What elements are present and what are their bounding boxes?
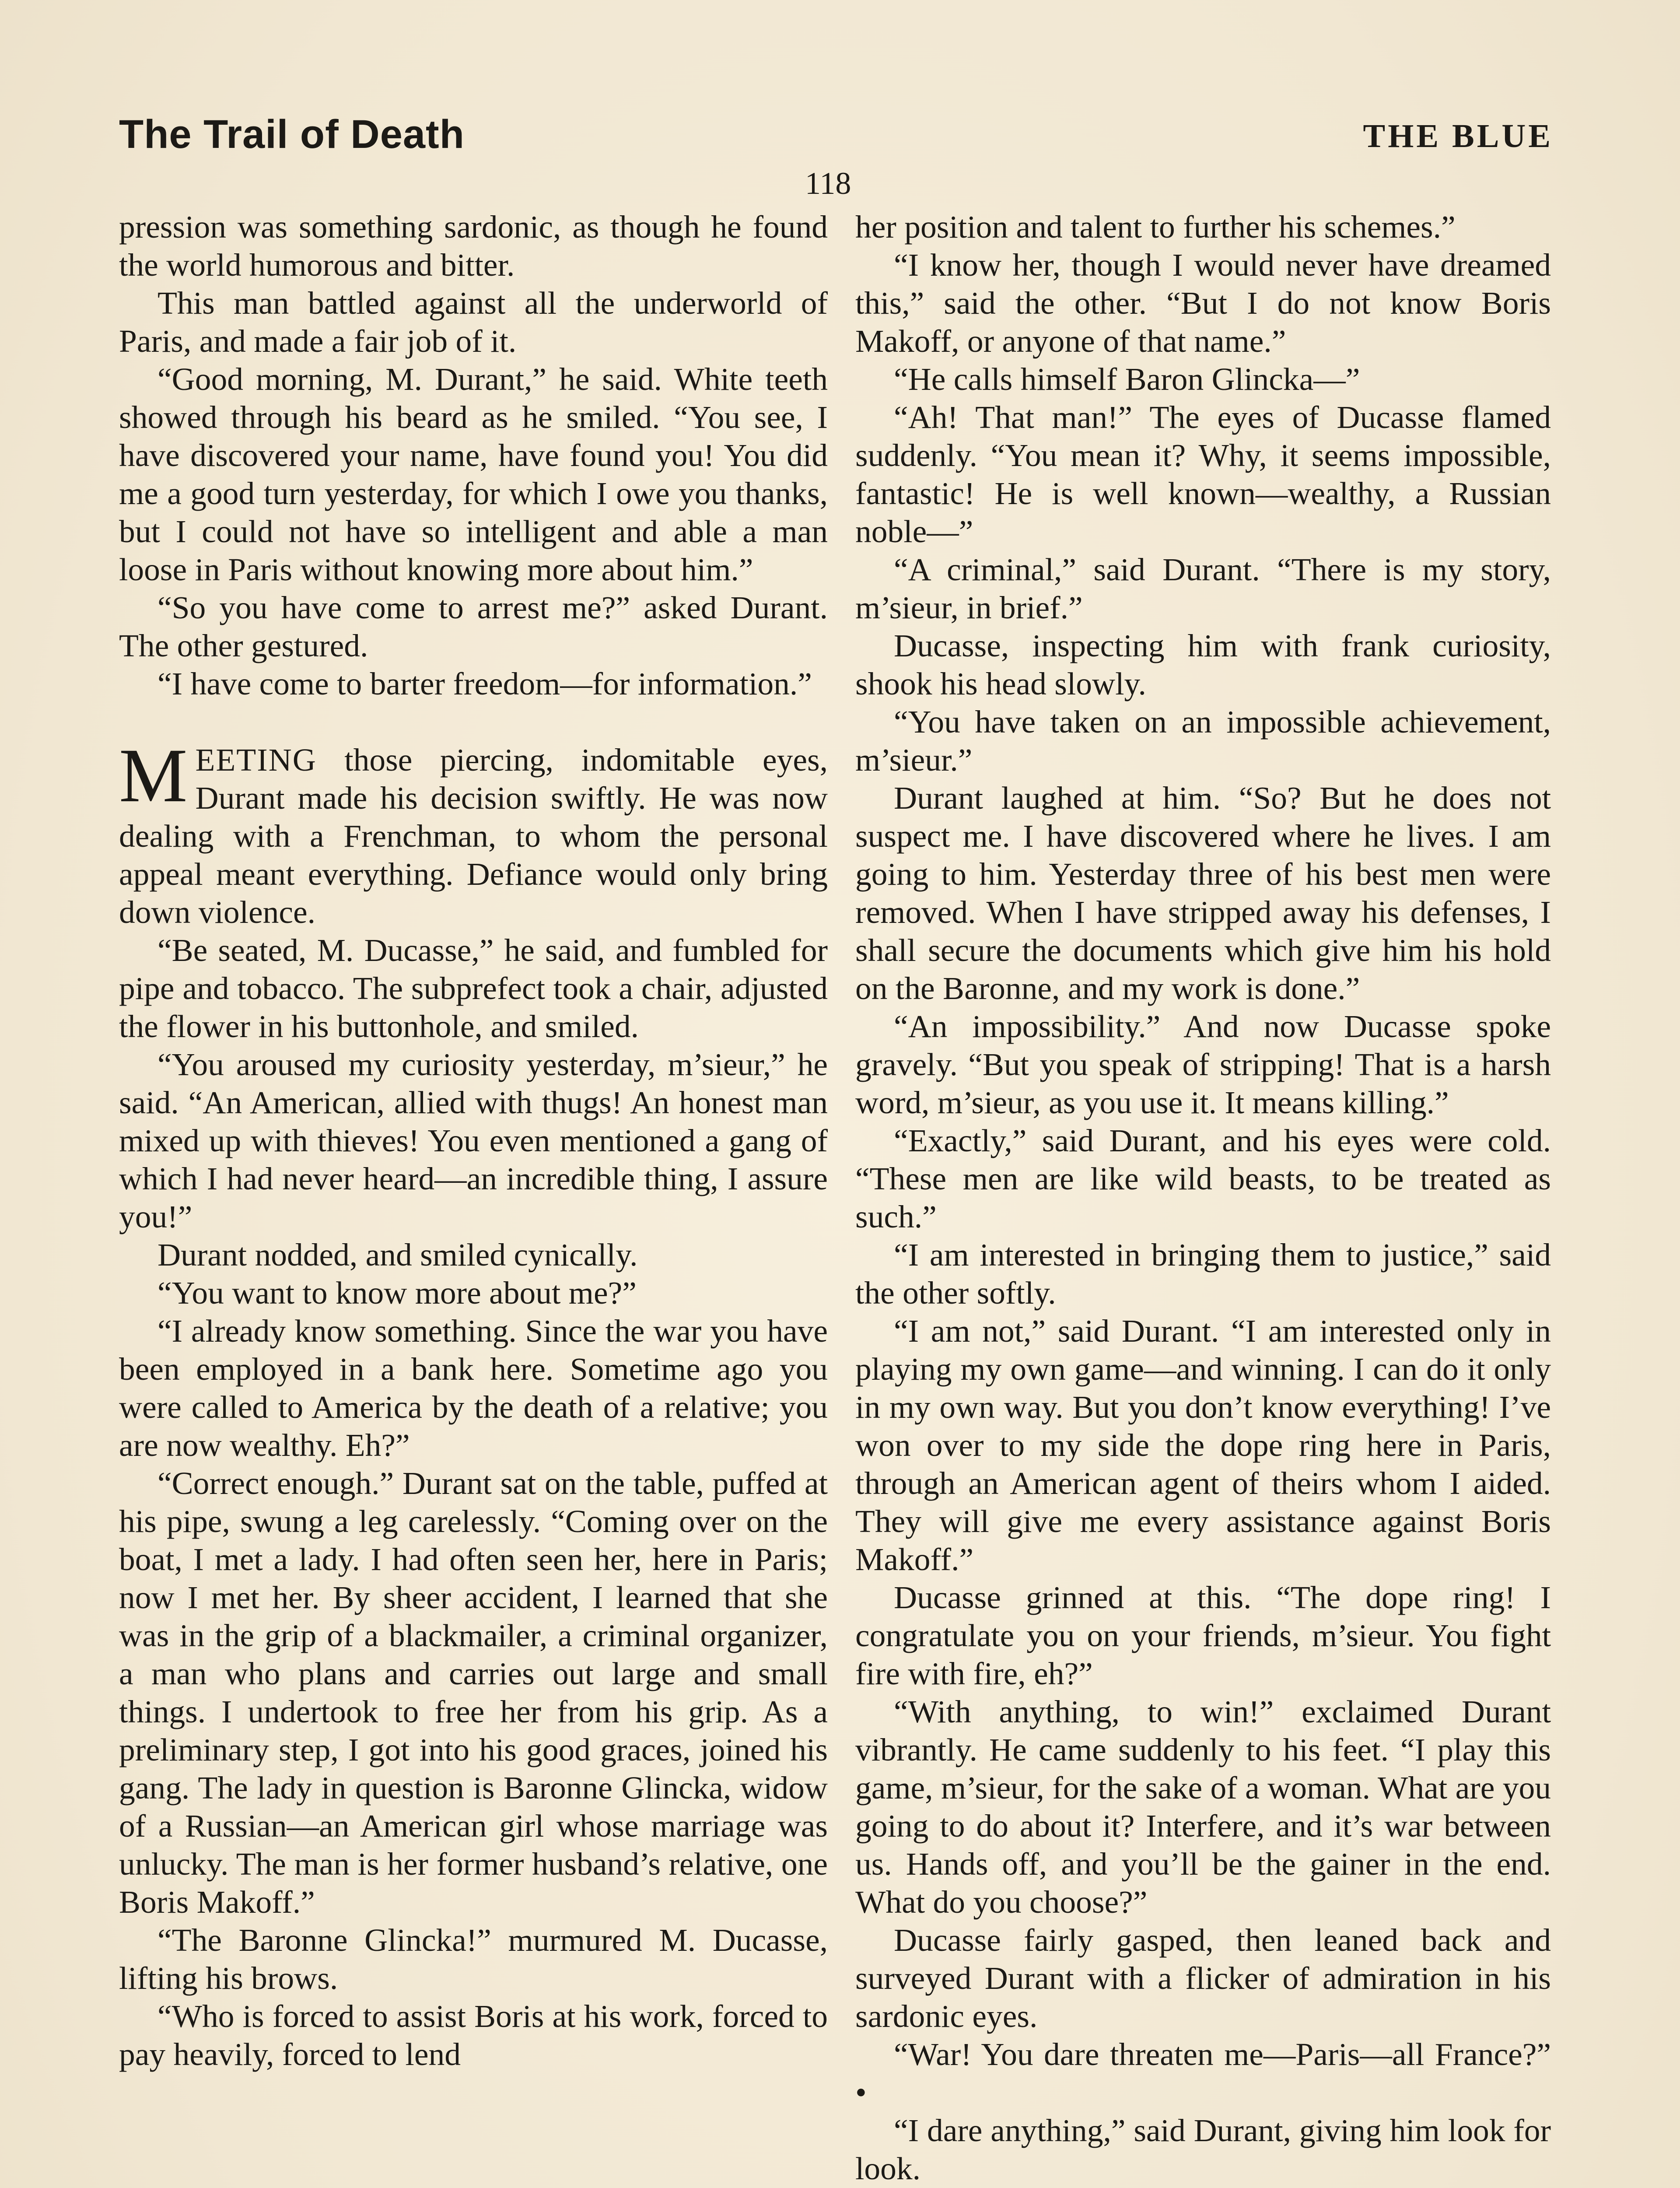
paragraph: “Ah! That man!” The eyes of Ducasse flamed suddenly. “You mean it? Why, it seems impossible, fantastic! He is well known—wealthy, a Russian noble—”	[855, 400, 1551, 549]
paragraph: “I have come to barter freedom—for information.”	[158, 666, 812, 701]
paragraph: “A criminal,” said Durant. “There is my story, m’sieur, in brief.”	[855, 552, 1551, 625]
paragraph: Durant nodded, and smiled cynically.	[158, 1237, 638, 1273]
left-text-column	[119, 208, 828, 2073]
paragraph: “I am not,” said Durant. “I am interested only in playing my own game—and winning. I can do it only in my own way. But you don’t know everything! I’ve won over to my side the dope ring here in Paris, through an American agent of theirs whom I aided. They will give me every assistance against Boris Makoff.”	[855, 1313, 1551, 1577]
paragraph: “With anything, to win!” exclaimed Durant vibrantly. He came suddenly to his feet. “I play this game, m’sieur, for the sake of a woman. What are you going to do about it? Interfere, and it’s war between us. Hands off, and you’ll be the gainer in the end. What do you choose?”	[855, 1694, 1551, 1920]
paragraph: “Correct enough.” Durant sat on the table, puffed at his pipe, swung a leg carelessly. “Coming over on the boat, I met a lady. I had often seen her, here in Paris; now I met her. By sheer accident, I learned that she was in the grip of a blackmailer, a criminal organizer, a man who plans and carries out large and small things. I undertook to free her from his grip. As a preliminary step, I got into his good graces, joined his gang. The lady in question is Baronne Glincka, widow of a Russian—an American girl whose marriage was unlucky. The man is her former husband’s relative, one Boris Makoff.”	[119, 1466, 828, 1920]
paragraph: “The Baronne Glincka!” murmured M. Ducasse, lifting his brows.	[119, 1922, 828, 1996]
paragraph: This man battled against all the underworld of Paris, and made a fair job of it.	[119, 285, 828, 359]
paragraph: “You want to know more about me?”	[158, 1275, 637, 1311]
running-head-magazine-title: THE BLUE	[1363, 118, 1553, 154]
paragraph: “I am interested in bringing them to justice,” said the other softly.	[855, 1237, 1551, 1311]
paragraph: “You aroused my curiosity yesterday, m’sieur,” he said. “An American, allied with thugs! An honest man mixed up with thieves! You even mentioned a gang of which I had never heard—an incredible thing, I assure you!”	[119, 1047, 828, 1234]
paragraph: “Exactly,” said Durant, and his eyes were cold. “These men are like wild beasts, to be treated as such.”	[855, 1123, 1551, 1234]
paragraph: “An impossibility.” And now Ducasse spoke gravely. “But you speak of stripping! That is a harsh word, m’sieur, as you use it. It means killing.”	[855, 1009, 1551, 1120]
paragraph: “War! You dare threaten me—Paris—all France?” •	[855, 2037, 1551, 2110]
paragraph: “Who is forced to assist Boris at his work, forced to pay heavily, forced to lend	[119, 1999, 828, 2072]
right-text-column	[855, 208, 1551, 2188]
paragraph: “Be seated, M. Ducasse,” he said, and fumbled for pipe and tobacco. The subprefect took a chair, adjusted the flower in his buttonhole, and smiled.	[119, 933, 828, 1044]
paragraph: “I dare anything,” said Durant, giving him look for look.	[855, 2113, 1551, 2186]
page-number: 118	[805, 166, 851, 201]
paragraph: “You have taken on an impossible achievement, m’sieur.”	[855, 704, 1551, 778]
paragraph: Ducasse fairly gasped, then leaned back and surveyed Durant with a flicker of admiration in his sardonic eyes.	[855, 1922, 1551, 2034]
paragraph: pression was something sardonic, as though he found the world humorous and bitter.	[119, 209, 828, 283]
paragraph: “I know her, though I would never have dreamed this,” said the other. “But I do not know Boris Makoff, or anyone of that name.”	[855, 247, 1551, 359]
paragraph: “So you have come to arrest me?” asked Durant. The other gestured.	[119, 590, 828, 663]
drop-cap-letter: M	[119, 733, 188, 818]
running-head-story-title: The Trail of Death	[119, 112, 465, 157]
paragraph: “Good morning, M. Durant,” he said. White teeth showed through his beard as he smiled. “You see, I have discovered your name, have found you! You did me a good turn yesterday, for which I owe you thanks, but I could not have so intelligent and able a man loose in Paris without knowing more about him.”	[119, 361, 828, 587]
paragraph-text: those piercing, indomitable eyes, Durant made his decision swiftly. He was now dealing with a Frenchman, to whom the personal appeal meant everything. Defiance would only bring down violence.	[119, 742, 828, 930]
smallcaps-lead: EETING	[195, 742, 317, 778]
dropcap-paragraph	[119, 733, 828, 931]
paragraph: Durant laughed at him. “So? But he does not suspect me. I have discovered where he lives. I am going to him. Yesterday three of his best men were removed. When I have stripped away his defenses, I shall secure the documents which give him his hold on the Baronne, and my work is done.”	[855, 780, 1551, 1006]
paragraph: Ducasse, inspecting him with frank curiosity, shook his head slowly.	[855, 628, 1551, 701]
paragraph: “I already know something. Since the war you have been employed in a bank here. Sometime ago you were called to America by the death of a relative; you are now wealthy. Eh?”	[119, 1313, 828, 1463]
section-break	[119, 703, 828, 741]
paragraph: her position and talent to further his schemes.”	[855, 209, 1456, 245]
paragraph: “He calls himself Baron Glincka—”	[894, 361, 1360, 397]
paragraph: Ducasse grinned at this. “The dope ring! I congratulate you on your friends, m’sieur. You fight fire with fire, eh?”	[855, 1580, 1551, 1691]
